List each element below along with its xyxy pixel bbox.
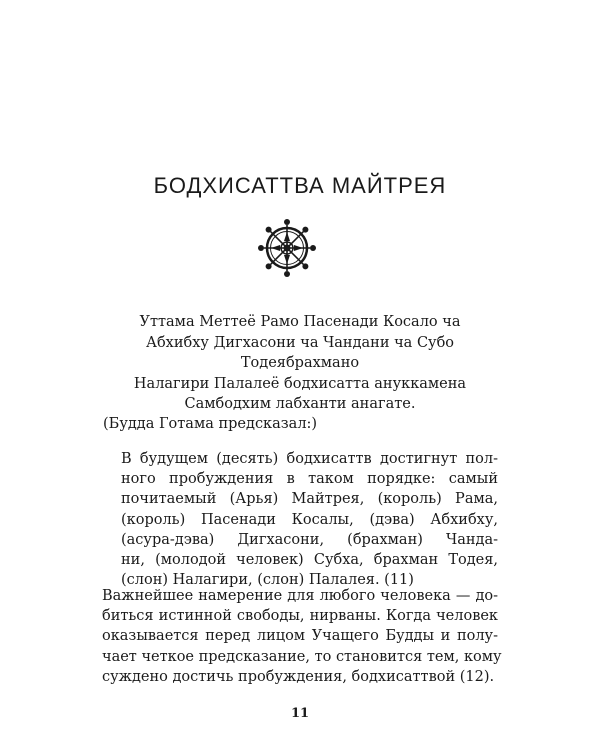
quote-line: (слон) Налагири, (слон) Палалея. (11) xyxy=(121,572,414,589)
paragraph-line: оказывается перед лицом Учащего Будды и полу- xyxy=(102,628,498,645)
verse-line: Самбодхим лабханти анагате. xyxy=(184,396,416,412)
paragraph-line: биться истинной свободы, нирваны. Когда человек xyxy=(102,608,498,625)
quote-intro: (Будда Готама предсказал:) xyxy=(103,416,318,432)
verse-line: Абхибху Дигхасони ча Чандани ча Субо xyxy=(145,334,455,351)
dharma-wheel-icon xyxy=(256,217,318,279)
paragraph-line: Важнейшее намерение для любого человека — до- xyxy=(102,588,498,604)
quote-line: ни, (молодой человек) Субха, брахман Тодея, xyxy=(121,552,498,569)
verse-line: Тодеябрахмано xyxy=(240,355,360,371)
paragraph-line: чает четкое предсказание, то становится тем, кому xyxy=(102,648,502,665)
quote-line: ного пробуждения в таком порядке: самый xyxy=(121,471,498,488)
paragraph-line: суждено достичь пробуждения, бодхисаттвой (12). xyxy=(102,668,495,685)
quote-line: почитаемый (Арья) Майтрея, (король) Рама, xyxy=(121,491,498,508)
buddha-quote xyxy=(121,449,498,590)
page-number: 11 xyxy=(290,706,310,721)
verse-line: Уттама Меттеё Рамо Пасенади Косало ча xyxy=(139,314,461,330)
pali-verse xyxy=(0,312,600,415)
quote-line: В будущем (десять) бодхисаттв достигнут пол- xyxy=(121,451,498,467)
quote-line: (король) Пасенади Косалы, (дэва) Абхибху, xyxy=(121,511,498,528)
body-paragraph xyxy=(102,586,502,687)
verse-line: Налагири Палалеё бодхисатта ануккамена xyxy=(133,375,467,392)
chapter-title: БОДХИСАТТВА МАЙТРЕЯ xyxy=(153,172,447,198)
quote-line: (асура-дэва) Дигхасони, (брахман) Чанда- xyxy=(121,531,498,548)
